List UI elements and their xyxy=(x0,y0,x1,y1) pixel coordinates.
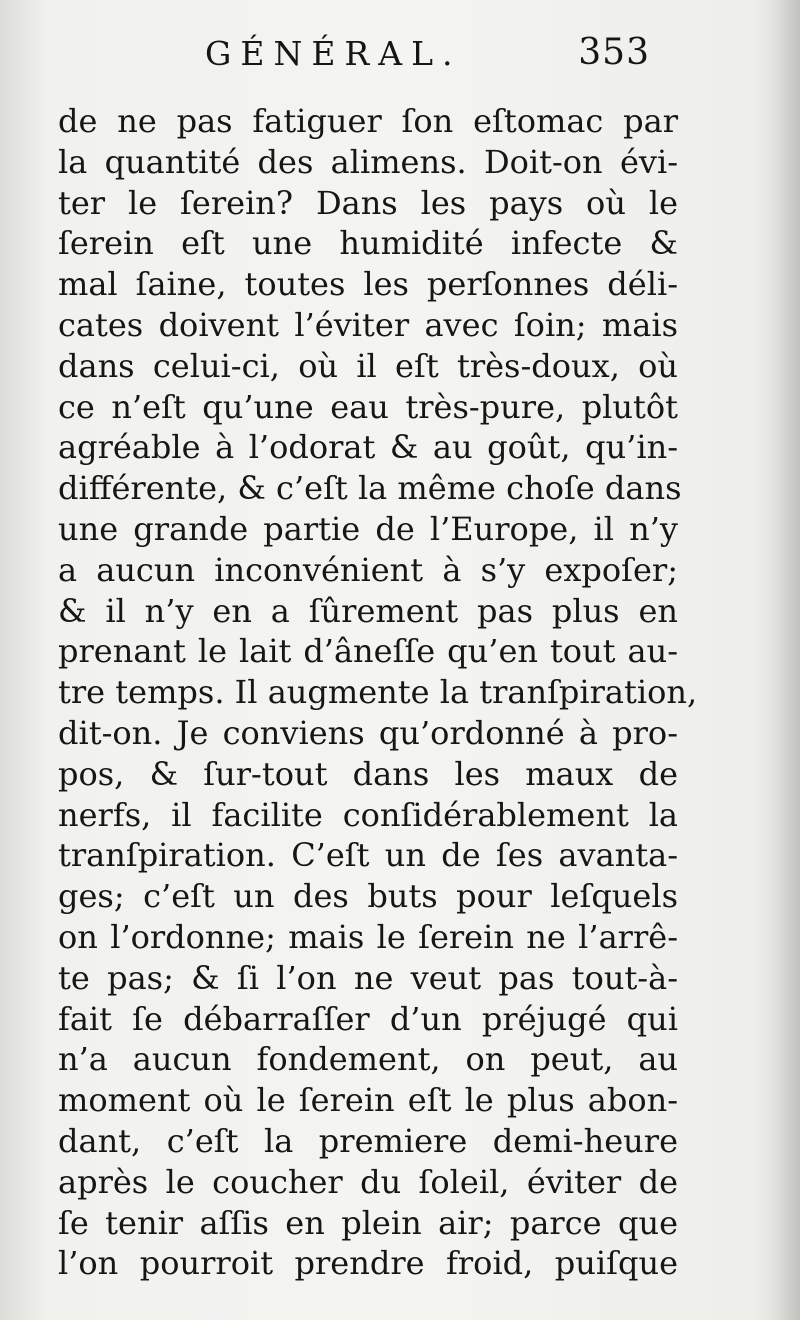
text-line: pos, & ſur-tout dans les maux de xyxy=(58,754,678,793)
text-line: prenant le lait d’âneſſe qu’en tout au- xyxy=(58,632,678,671)
text-line: te pas; & ſi l’on ne veut pas tout-à- xyxy=(58,958,678,997)
text-line: une grande partie de l’Europe, il n’y xyxy=(58,509,678,548)
text-line: a aucun inconvénient à s’y expoſer; xyxy=(58,550,678,589)
text-line: ſerein eſt une humidité infecte & xyxy=(58,224,678,263)
page-number: 353 xyxy=(578,32,650,73)
text-line: ſe tenir aſſis en plein air; parce que xyxy=(58,1203,678,1242)
text-line: différente, & c’eſt la même choſe dans xyxy=(58,469,682,508)
text-line: ter le ſerein? Dans les pays où le xyxy=(58,183,678,222)
text-line: nerfs, il facilite conſidérablement la xyxy=(58,795,678,834)
text-line: dans celui-ci, où il eſt très-doux, où xyxy=(58,346,678,385)
text-line: de ne pas fatiguer ſon eſtomac par xyxy=(58,102,678,140)
running-head: GÉNÉRAL. xyxy=(205,34,462,73)
text-line: & il n’y en a ſûrement pas plus en xyxy=(58,591,678,630)
text-line: ges; c’eſt un des buts pour leſquels xyxy=(58,877,678,916)
text-line: tranſpiration. C’eſt un de ſes avanta- xyxy=(58,836,678,875)
text-line: tre temps. Il augmente la tranſpiration, xyxy=(58,673,698,712)
text-line: moment où le ſerein eſt le plus abon- xyxy=(58,1081,678,1120)
text-line: agréable à l’odorat & au goût, qu’in- xyxy=(58,428,678,467)
text-line: mal ſaine, toutes les perſonnes déli- xyxy=(58,265,678,304)
text-line: après le coucher du ſoleil, éviter de xyxy=(58,1162,678,1201)
page-header xyxy=(0,30,800,80)
text-line: fait ſe débarraſſer d’un préjugé qui xyxy=(58,999,678,1038)
text-line: n’a aucun fondement, on peut, au xyxy=(58,1040,678,1079)
page-edge-shadow xyxy=(772,0,800,1320)
body-text xyxy=(58,101,698,1284)
text-line: on l’ordonne; mais le ſerein ne l’arrê- xyxy=(58,917,678,956)
text-line: ce n’eſt qu’une eau très-pure, plutôt xyxy=(58,387,678,426)
text-line: dit-on. Je conviens qu’ordonné à pro- xyxy=(58,713,678,752)
text-line: l’on pourroit prendre froid, puiſque xyxy=(58,1244,678,1283)
text-line: dant, c’eſt la premiere demi-heure xyxy=(58,1121,678,1160)
text-line: cates doivent l’éviter avec ſoin; mais xyxy=(58,305,678,344)
text-line: la quantité des alimens. Doit-on évi- xyxy=(58,142,678,181)
